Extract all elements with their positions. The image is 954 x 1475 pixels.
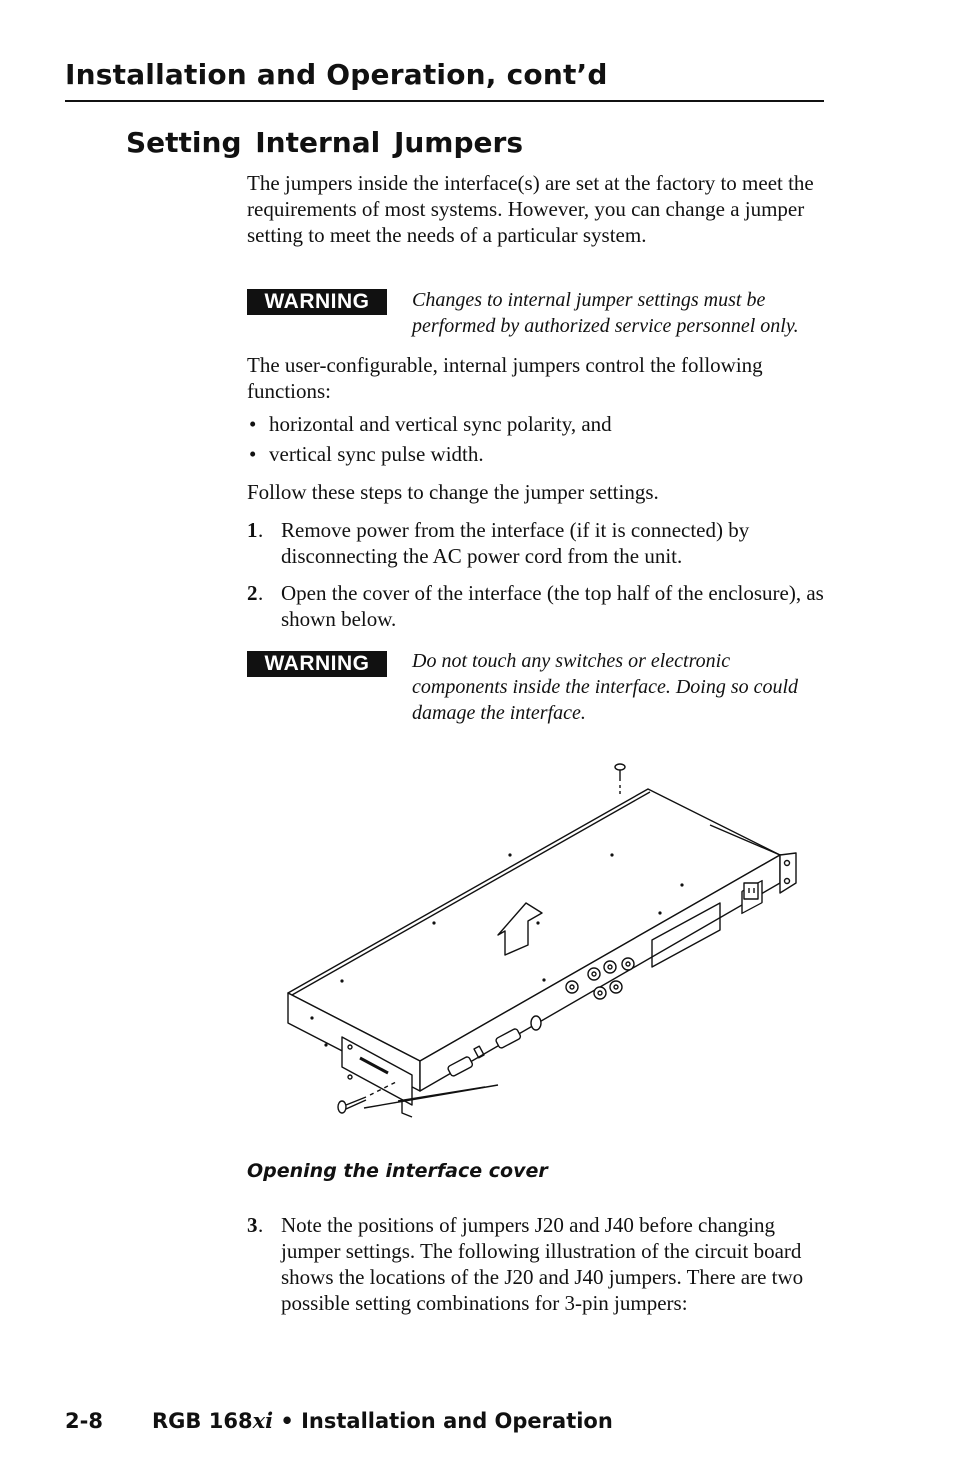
step-text: Note the positions of jumpers J20 and J40 before changing jumper settings. The following illustration of the circuit board shows the locations of the J20 and J40 jumpers. There are two possible setting combinations for 3-pin jumpers: bbox=[281, 1213, 804, 1315]
screw-icon bbox=[338, 1097, 366, 1113]
step-number: 3 bbox=[247, 1213, 258, 1237]
page-number: 2-8 bbox=[65, 1409, 103, 1433]
warning-text: Changes to internal jumper settings must be performed by authorized service personnel only. bbox=[412, 289, 799, 337]
footer-title: • Installation and Operation bbox=[273, 1409, 613, 1433]
step-2: 2 . Open the cover of the interface (the top half of the enclosure), as shown below. bbox=[247, 580, 827, 632]
header-rule bbox=[65, 100, 824, 102]
footer-model: RGB 168 bbox=[152, 1409, 253, 1433]
running-header: Installation and Operation, cont’d bbox=[65, 58, 608, 91]
bullet-icon: • bbox=[249, 442, 257, 466]
steps-intro: Follow these steps to change the jumper settings. bbox=[247, 480, 659, 504]
list-item: • horizontal and vertical sync polarity, and bbox=[249, 412, 612, 436]
warning-text: Do not touch any switches or electronic components inside the interface. Doing so could damage the interface. bbox=[412, 650, 799, 724]
step-number: 1 bbox=[247, 518, 258, 542]
warning-badge: WARNING bbox=[247, 289, 387, 315]
section-title: Setting Internal Jumpers bbox=[126, 126, 523, 159]
step-number: 2 bbox=[247, 581, 258, 605]
step-text: Open the cover of the interface (the top half of the enclosure), as shown below. bbox=[281, 581, 824, 631]
intro-paragraph: The jumpers inside the interface(s) are set at the factory to meet the requirements of most systems. However, you can change a jumper setting to meet the needs of a particular system. bbox=[247, 171, 814, 247]
step-1: 1 . Remove power from the interface (if it is connected) by disconnecting the AC power cord from the unit. bbox=[247, 517, 827, 569]
step-3: 3 . Note the positions of jumpers J20 and J40 before changing jumper settings. The following illustration of the circuit board shows the locations of the J20 and J40 jumpers. There are two possible setting combinations for 3-pin jumpers: bbox=[247, 1212, 827, 1316]
list-item: • vertical sync pulse width. bbox=[249, 442, 484, 466]
functions-intro: The user-configurable, internal jumpers control the following functions: bbox=[247, 353, 763, 403]
figure-caption: Opening the interface cover bbox=[247, 1160, 548, 1182]
interface-cover-illustration bbox=[280, 755, 810, 1125]
footer-model-suffix: xi bbox=[252, 1408, 274, 1433]
page-footer bbox=[65, 1408, 613, 1433]
step-text: Remove power from the interface (if it is connected) by disconnecting the AC power cord from the unit. bbox=[281, 518, 750, 568]
warning-badge: WARNING bbox=[247, 651, 387, 677]
bullet-icon: • bbox=[249, 412, 257, 436]
